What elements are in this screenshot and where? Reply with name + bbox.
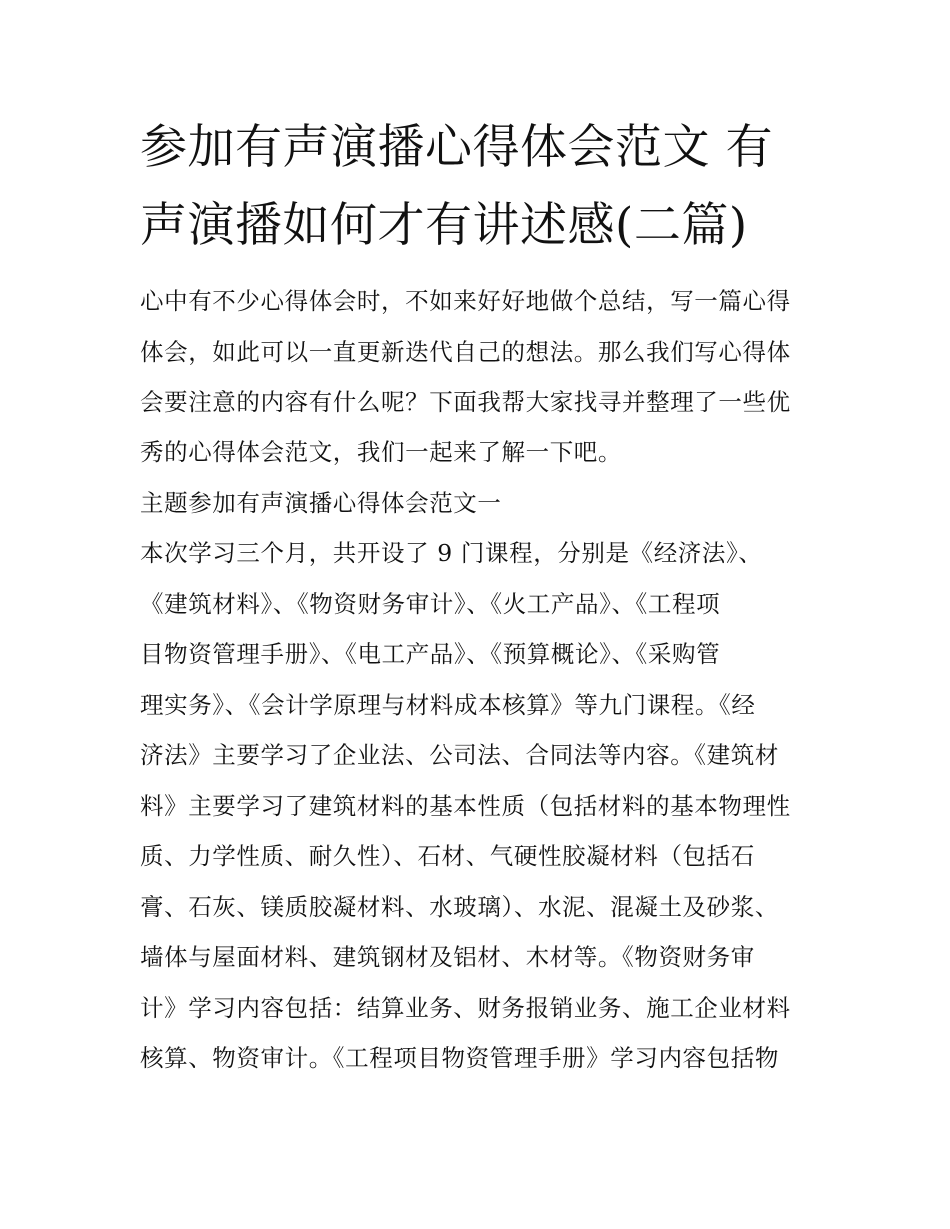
body-line: 《建筑材料》、《物资财务审计》、《火工产品》、《工程项: [140, 590, 721, 618]
body-line: 本次学习三个月，共开设了 9 门课程，分别是《经济法》、: [140, 539, 763, 567]
body-line: 墙体与屋面材料、建筑钢材及铝材、木材等。《物资财务审: [140, 943, 755, 971]
body-line: 计》学习内容包括：结算业务、财务报销业务、施工企业材料: [140, 994, 791, 1022]
intro-line: 秀的心得体会范文，我们一起来了解一下吧。: [140, 438, 622, 466]
body-line: 膏、石灰、镁质胶凝材料、水玻璃）、水泥、混凝土及砂浆、: [140, 893, 779, 921]
intro-line: 会要注意的内容有什么呢？下面我帮大家找寻并整理了一些优: [140, 388, 791, 416]
section-heading: 主题参加有声演播心得体会范文一: [140, 489, 502, 517]
body-line: 济法》主要学习了企业法、公司法、合同法等内容。《建筑材: [140, 741, 779, 769]
body-line: 目物资管理手册》、《电工产品》、《预算概论》、《采购管: [140, 640, 721, 668]
document-title-line-1: 参加有声演播心得体会范文 有: [140, 120, 773, 175]
body-line: 理实务》、《会计学原理与材料成本核算》等九门课程。《经: [140, 691, 756, 719]
document-title-line-2: 声演播如何才有讲述感(二篇): [140, 198, 748, 253]
body-line: 质、力学性质、耐久性）、石材、气硬性胶凝材料（包括石: [140, 842, 755, 870]
intro-line: 心中有不少心得体会时，不如来好好地做个总结，写一篇心得: [140, 287, 791, 315]
body-line: 核算、物资审计。《工程项目物资管理手册》学习内容包括物: [140, 1044, 779, 1072]
intro-line: 体会，如此可以一直更新迭代自己的想法。那么我们写心得体: [140, 338, 791, 366]
body-line: 料》主要学习了建筑材料的基本性质（包括材料的基本物理性: [140, 792, 791, 820]
